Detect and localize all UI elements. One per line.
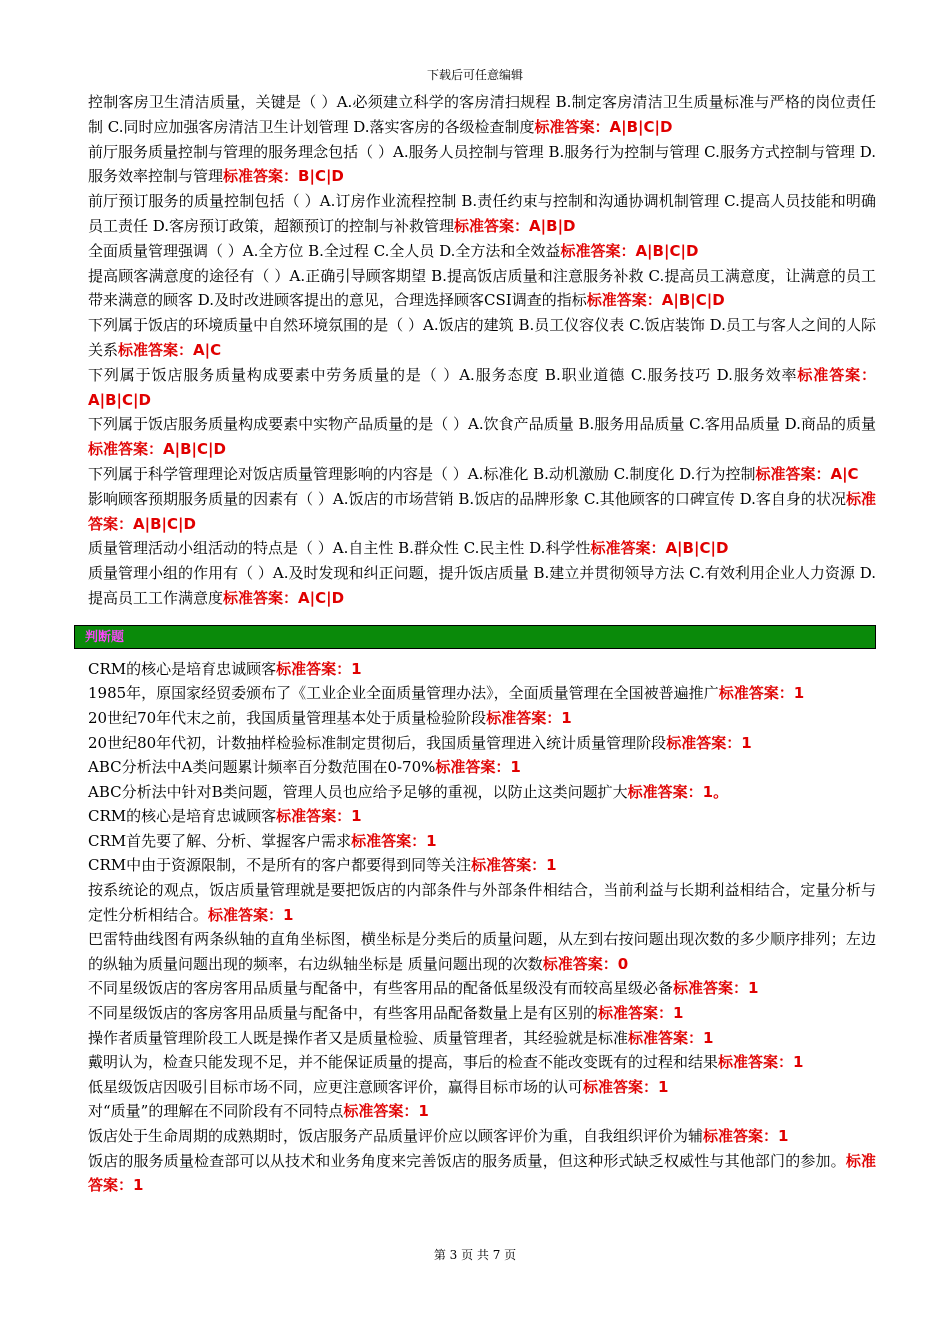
answer-value: 1 bbox=[561, 708, 572, 727]
answer-prefix: 标准答案： bbox=[223, 167, 299, 186]
question-item bbox=[88, 264, 876, 314]
answer-prefix: 标准答案： bbox=[718, 684, 794, 703]
question-item bbox=[88, 140, 876, 190]
answer-prefix: 标准答案： bbox=[666, 733, 742, 752]
question-text: 戴明认为，检查只能发现不足，并不能保证质量的提高，事后的检查不能改变既有的过程和结果 bbox=[88, 1053, 719, 1072]
answer-prefix: 标准答案： bbox=[627, 782, 703, 801]
standard-answer bbox=[590, 539, 728, 557]
answer-value: 1 bbox=[778, 1127, 789, 1146]
answer-prefix: 标准答案： bbox=[590, 539, 666, 558]
question-item bbox=[88, 1050, 876, 1075]
question-text: 20世纪70年代末之前，我国质量管理基本处于质量检验阶段 bbox=[88, 708, 487, 727]
question-item bbox=[88, 927, 876, 976]
answer-value: 1 bbox=[673, 1004, 684, 1023]
answer-prefix: 标准答案： bbox=[534, 117, 610, 136]
answer-value: 1 bbox=[133, 1176, 144, 1195]
answer-prefix: 标准答案： bbox=[703, 1127, 779, 1146]
question-text: 影响顾客预期服务质量的因素有（ ）A.饭店的市场营销 B.饭店的品牌形象 C.其他顾客的口碑宣传 D.客自身的状况 bbox=[88, 489, 846, 508]
standard-answer bbox=[718, 1053, 803, 1071]
answer-value: 1 bbox=[703, 1028, 714, 1047]
page-footer: 第 3 页 共 7 页 bbox=[433, 1248, 517, 1262]
question-text: 前厅预订服务的质量控制包括（ ）A.订房作业流程控制 B.责任约束与控制和沟通协调机制管理 C.提高人员技能和明确员工责任 D.客房预订政策，超额预订的控制与补救管理 bbox=[88, 192, 876, 235]
question-item bbox=[88, 681, 876, 706]
answer-prefix: 标准答案： bbox=[471, 856, 547, 875]
question-text: 下列属于科学管理理论对饭店质量管理影响的内容是（ ）A.标准化 B.动机激励 C.制度化 D.行为控制 bbox=[88, 464, 756, 483]
question-item bbox=[88, 706, 876, 731]
question-text: 巴雷特曲线图有两条纵轴的直角坐标图，横坐标是分类后的质量问题，从左到右按问题出现次数的多少顺序排列；左边的纵轴为质量问题出现的频率，右边纵轴坐标是 质量问题出现的次数 bbox=[88, 930, 876, 973]
standard-answer bbox=[628, 783, 728, 801]
document-content bbox=[85, 90, 876, 1198]
multiple-choice-list bbox=[88, 90, 876, 611]
answer-value: 1 bbox=[793, 684, 805, 703]
answer-prefix: 标准答案： bbox=[673, 979, 749, 998]
answer-value: 1 bbox=[283, 905, 294, 924]
question-text: ABC分析法中针对B类问题，管理人员也应给予足够的重视，以防止这类问题扩大 bbox=[88, 782, 628, 801]
answer-value: A|B|C|D bbox=[88, 390, 151, 409]
answer-value: 1 bbox=[351, 807, 362, 826]
question-item bbox=[88, 829, 876, 854]
answer-prefix: 标准答案： bbox=[276, 807, 352, 826]
answer-value: A|C bbox=[830, 464, 859, 483]
standard-answer bbox=[719, 684, 804, 702]
answer-prefix: 标准答案： bbox=[542, 954, 618, 973]
answer-prefix: 标准答案： bbox=[88, 1151, 876, 1195]
answer-prefix: 标准答案： bbox=[560, 241, 636, 260]
question-text: 下列属于饭店的环境质量中自然环境氛围的是（ ）A.饭店的建筑 B.员工仪容仪表 C.饭店装饰 D.员工与客人之间的人际关系 bbox=[88, 316, 876, 359]
standard-answer bbox=[560, 242, 698, 260]
answer-value: A|B|D bbox=[529, 216, 576, 235]
answer-value: 1 bbox=[351, 659, 362, 678]
question-text: 1985年，原国家经贸委颁布了《工业企业全面质量管理办法》，全面质量管理在全国被普遍推广 bbox=[88, 684, 719, 703]
question-item bbox=[88, 462, 876, 487]
section-header-bar bbox=[74, 625, 876, 649]
answer-value: A|B|C|D bbox=[665, 539, 729, 558]
question-text: 前厅服务质量控制与管理的服务理念包括（ ）A.服务人员控制与管理 B.服务行为控制与管理 C.服务方式控制与管理 D.服务效率控制与管理 bbox=[88, 142, 876, 186]
question-text: 下列属于饭店服务质量构成要素中实物产品质量的是（ ）A.饮食产品质量 B.服务用品质量 C.客用品质量 D.商品的质量 bbox=[88, 415, 876, 434]
question-item bbox=[88, 239, 876, 264]
page-header: 下载后可任意编辑 bbox=[426, 68, 523, 82]
answer-prefix: 标准答案： bbox=[351, 831, 427, 850]
question-item bbox=[88, 1075, 876, 1100]
standard-answer bbox=[673, 979, 758, 997]
question-item bbox=[88, 731, 876, 756]
standard-answer bbox=[208, 906, 293, 924]
question-text: 不同星级饭店的客房客用品质量与配备中，有些客用品配备数量上是有区别的 bbox=[88, 1004, 599, 1023]
question-item bbox=[88, 189, 876, 239]
answer-prefix: 标准答案： bbox=[718, 1053, 794, 1072]
answer-value: B|C|D bbox=[298, 167, 344, 186]
question-text: 控制客房卫生清洁质量，关键是（ ）A.必须建立科学的客房清扫规程 B.制定客房清洁卫生质量标准与严格的岗位责任制 C.同时应加强客房清洁卫生计划管理 D.落实客房的各级检查制度 bbox=[88, 93, 876, 136]
answer-prefix: 标准答案： bbox=[343, 1102, 419, 1121]
question-item bbox=[88, 561, 876, 611]
standard-answer bbox=[598, 1004, 683, 1022]
standard-answer bbox=[343, 1102, 428, 1120]
question-text: CRM的核心是培育忠诚顾客 bbox=[88, 807, 277, 826]
question-item bbox=[88, 363, 876, 413]
question-text: 按系统论的观点，饭店质量管理就是要把饭店的内部条件与外部条件相结合，当前利益与长期利益相结合，定量分析与定性分析相结合。 bbox=[88, 881, 876, 924]
standard-answer bbox=[583, 1078, 668, 1096]
question-text: 对“质量”的理解在不同阶段有不同特点 bbox=[88, 1102, 344, 1121]
standard-answer bbox=[118, 341, 221, 359]
answer-value: A|B|C|D bbox=[163, 440, 226, 459]
answer-value: 1。 bbox=[702, 782, 729, 801]
standard-answer bbox=[535, 118, 673, 136]
answer-prefix: 标准答案： bbox=[118, 340, 194, 359]
answer-value: 1 bbox=[418, 1102, 429, 1121]
answer-prefix: 标准答案： bbox=[797, 365, 876, 384]
question-item bbox=[88, 878, 876, 927]
question-text: 操作者质量管理阶段工人既是操作者又是质量检验、质量管理者，其经验就是标准 bbox=[88, 1028, 629, 1047]
standard-answer bbox=[628, 1029, 713, 1047]
question-text: 提高顾客满意度的途径有（ ）A.正确引导顾客期望 B.提高饭店质量和注意服务补救 C.提高员工满意度，让满意的员工带来满意的顾客 D.及时改进顾客提出的意见，合理选择顾客CSI调查的指标 bbox=[88, 266, 876, 310]
answer-value: 1 bbox=[748, 979, 759, 998]
answer-prefix: 标准答案： bbox=[755, 464, 831, 483]
answer-prefix: 标准答案： bbox=[454, 216, 530, 235]
question-item bbox=[88, 1149, 876, 1198]
question-text: CRM首先要了解、分析、掌握客户需求 bbox=[88, 831, 352, 850]
answer-value: 1 bbox=[510, 758, 521, 777]
answer-prefix: 标准答案： bbox=[586, 291, 662, 310]
standard-answer bbox=[486, 709, 571, 727]
standard-answer bbox=[454, 217, 575, 235]
question-item bbox=[88, 780, 876, 805]
question-text: 不同星级饭店的客房客用品质量与配备中，有些客用品的配备低星级没有而较高星级必备 bbox=[88, 979, 674, 998]
question-text: 下列属于饭店服务质量构成要素中劳务质量的是（ ）A.服务态度 B.职业道德 C.服务技巧 D.服务效率 bbox=[88, 365, 798, 384]
question-item bbox=[88, 412, 876, 462]
question-item bbox=[88, 804, 876, 829]
standard-answer bbox=[435, 758, 520, 776]
standard-answer bbox=[223, 589, 344, 607]
question-item bbox=[88, 313, 876, 363]
answer-value: A|B|C|D bbox=[635, 241, 699, 260]
standard-answer bbox=[276, 660, 361, 678]
standard-answer bbox=[276, 807, 361, 825]
question-item bbox=[88, 1026, 876, 1051]
answer-value: A|C bbox=[193, 340, 222, 359]
question-text: 质量管理活动小组活动的特点是（ ）A.自主性 B.群众性 C.民主性 D.科学性 bbox=[88, 539, 591, 558]
standard-answer bbox=[587, 291, 725, 309]
standard-answer bbox=[755, 465, 858, 483]
answer-prefix: 标准答案： bbox=[486, 708, 562, 727]
question-item bbox=[88, 657, 876, 682]
standard-answer bbox=[351, 832, 436, 850]
question-item bbox=[88, 853, 876, 878]
question-text: 20世纪80年代初，计数抽样检验标准制定贯彻后，我国质量管理进入统计质量管理阶段 bbox=[88, 733, 667, 752]
answer-value: 1 bbox=[658, 1077, 669, 1096]
question-text: ABC分析法中A类问题累计频率百分数范围在0-70% bbox=[88, 758, 436, 777]
question-text: 低星级饭店因吸引目标市场不同，应更注意顾客评价，赢得目标市场的认可 bbox=[88, 1077, 584, 1096]
standard-answer bbox=[471, 856, 556, 874]
answer-value: 1 bbox=[793, 1053, 804, 1072]
question-item bbox=[88, 1001, 876, 1026]
standard-answer bbox=[703, 1127, 788, 1145]
answer-prefix: 标准答案： bbox=[583, 1077, 659, 1096]
question-text: CRM中由于资源限制，不是所有的客户都要得到同等关注 bbox=[88, 856, 472, 875]
question-text: 质量管理小组的作用有（ ）A.及时发现和纠正问题，提升饭店质量 B.建立并贯彻领导方法 C.有效利用企业人力资源 D.提高员工工作满意度 bbox=[88, 564, 876, 607]
answer-prefix: 标准答案： bbox=[276, 659, 352, 678]
section-title: 判断题 bbox=[85, 629, 125, 645]
answer-prefix: 标准答案： bbox=[598, 1004, 674, 1023]
standard-answer bbox=[666, 734, 751, 752]
answer-prefix: 标准答案： bbox=[628, 1028, 704, 1047]
question-text: 饭店处于生命周期的成熟期时，饭店服务产品质量评价应以顾客评价为重，自我组织评价为辅 bbox=[88, 1127, 704, 1146]
answer-value: A|B|C|D bbox=[661, 291, 725, 310]
answer-prefix: 标准答案： bbox=[88, 440, 164, 459]
answer-prefix: 标准答案： bbox=[435, 758, 511, 777]
question-item bbox=[88, 1099, 876, 1124]
answer-value: 1 bbox=[546, 856, 557, 875]
answer-value: A|B|C|D bbox=[609, 117, 673, 136]
question-text: 饭店的服务质量检查部可以从技术和业务角度来完善饭店的服务质量，但这种形式缺乏权威性与其他部门的参加。 bbox=[88, 1151, 846, 1170]
answer-prefix: 标准答案： bbox=[223, 588, 299, 607]
answer-value: A|C|D bbox=[298, 588, 345, 607]
answer-value: 1 bbox=[741, 733, 752, 752]
standard-answer bbox=[223, 167, 344, 185]
answer-prefix: 标准答案： bbox=[208, 905, 284, 924]
answer-value: A|B|C|D bbox=[133, 514, 196, 533]
standard-answer bbox=[543, 955, 628, 973]
answer-value: 1 bbox=[426, 831, 437, 850]
answer-value: 0 bbox=[617, 954, 629, 973]
question-item bbox=[88, 755, 876, 780]
question-item bbox=[88, 976, 876, 1001]
question-item bbox=[88, 1124, 876, 1149]
true-false-list bbox=[88, 657, 876, 1198]
question-text: CRM的核心是培育忠诚顾客 bbox=[88, 659, 277, 678]
answer-prefix: 标准答案： bbox=[88, 489, 876, 533]
question-item bbox=[88, 487, 876, 537]
question-item bbox=[88, 90, 876, 140]
question-item bbox=[88, 536, 876, 561]
question-text: 全面质量管理强调（ ）A.全方位 B.全过程 C.全人员 D.全方法和全效益 bbox=[88, 241, 561, 260]
standard-answer bbox=[88, 440, 226, 458]
